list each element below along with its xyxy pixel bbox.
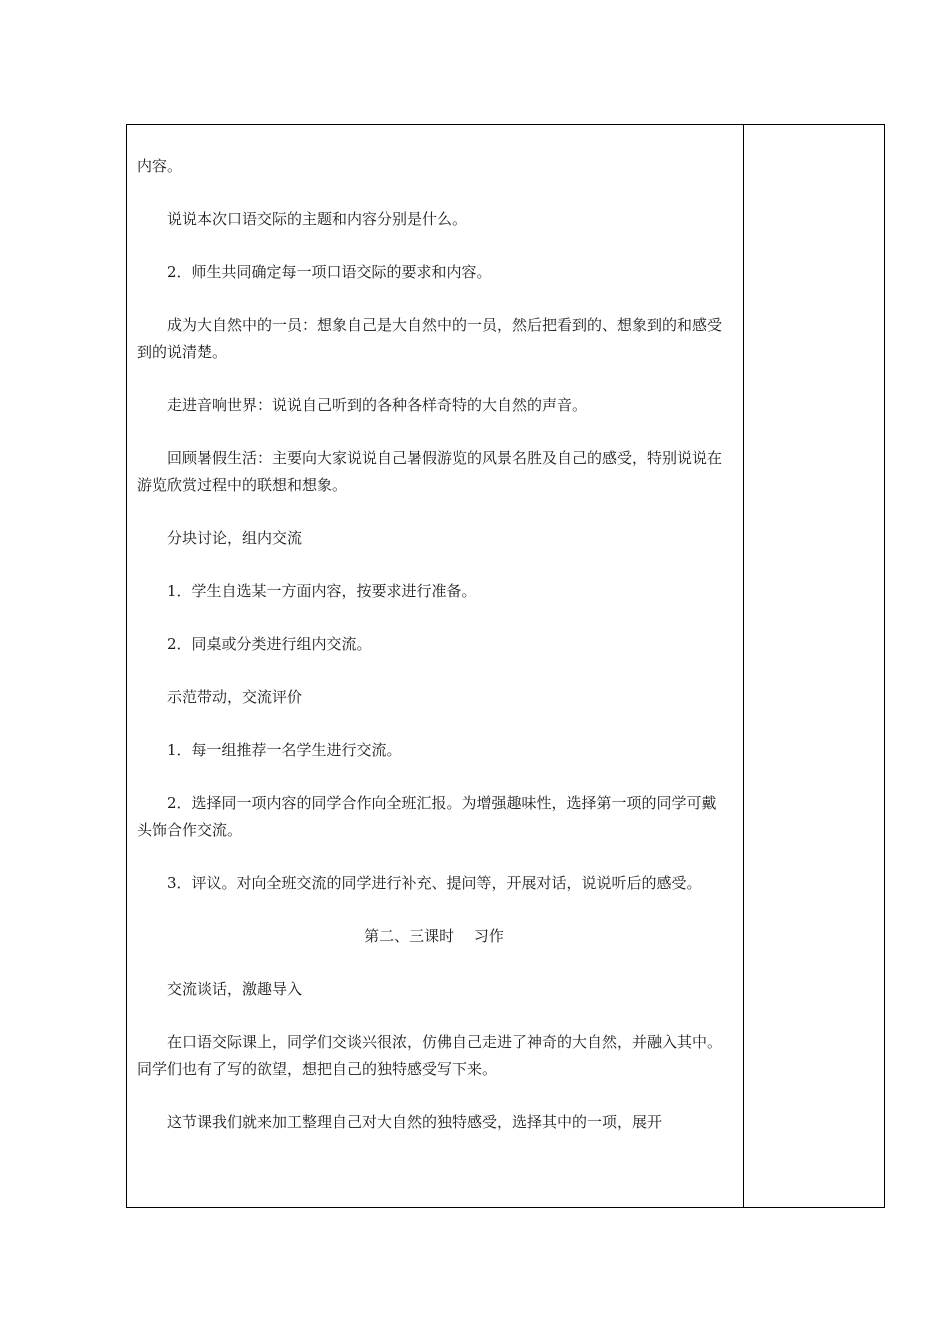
paragraph: 说说本次口语交际的主题和内容分别是什么。: [167, 210, 468, 228]
paragraph: 回顾暑假生活：主要向大家说说自己暑假游览的风景名胜及自己的感受，特别说说在游览欣赏过程中的联想和想象。: [137, 449, 723, 494]
paragraph: 2．师生共同确定每一项口语交际的要求和内容。: [167, 263, 492, 281]
lesson-text: [137, 153, 731, 1162]
paragraph: 这节课我们就来加工整理自己对大自然的独特感受，选择其中的一项，展开: [167, 1113, 663, 1131]
lesson-plan-table: [126, 124, 885, 1208]
paragraph: 在口语交际课上，同学们交谈兴很浓，仿佛自己走进了神奇的大自然，并融入其中。同学们也有了写的欲望，想把自己的独特感受写下来。: [137, 1033, 723, 1078]
section-heading: 示范带动，交流评价: [167, 688, 303, 706]
paragraph: 1．每一组推荐一名学生进行交流。: [167, 741, 402, 759]
paragraph: 内容。: [137, 157, 183, 175]
paragraph: 3．评议。对向全班交流的同学进行补充、提问等，开展对话，说说听后的感受。: [167, 874, 702, 892]
paragraph: 走进音响世界：说说自己听到的各种各样奇特的大自然的声音。: [167, 396, 588, 414]
paragraph: 2．同桌或分类进行组内交流。: [167, 635, 372, 653]
lesson-title: 第二、三课时 习作: [364, 927, 504, 945]
section-heading: 交流谈话，激趣导入: [167, 980, 303, 998]
paragraph: 2．选择同一项内容的同学合作向全班汇报。为增强趣味性，选择第一项的同学可戴头饰合作交流。: [137, 794, 717, 839]
notes-column: [744, 125, 884, 1207]
paragraph: 成为大自然中的一员：想象自己是大自然中的一员，然后把看到的、想象到的和感受到的说清楚。: [137, 316, 723, 361]
section-heading: 分块讨论，组内交流: [167, 529, 303, 547]
paragraph: 1．学生自选某一方面内容，按要求进行准备。: [167, 582, 477, 600]
main-content-column: [127, 125, 744, 1207]
